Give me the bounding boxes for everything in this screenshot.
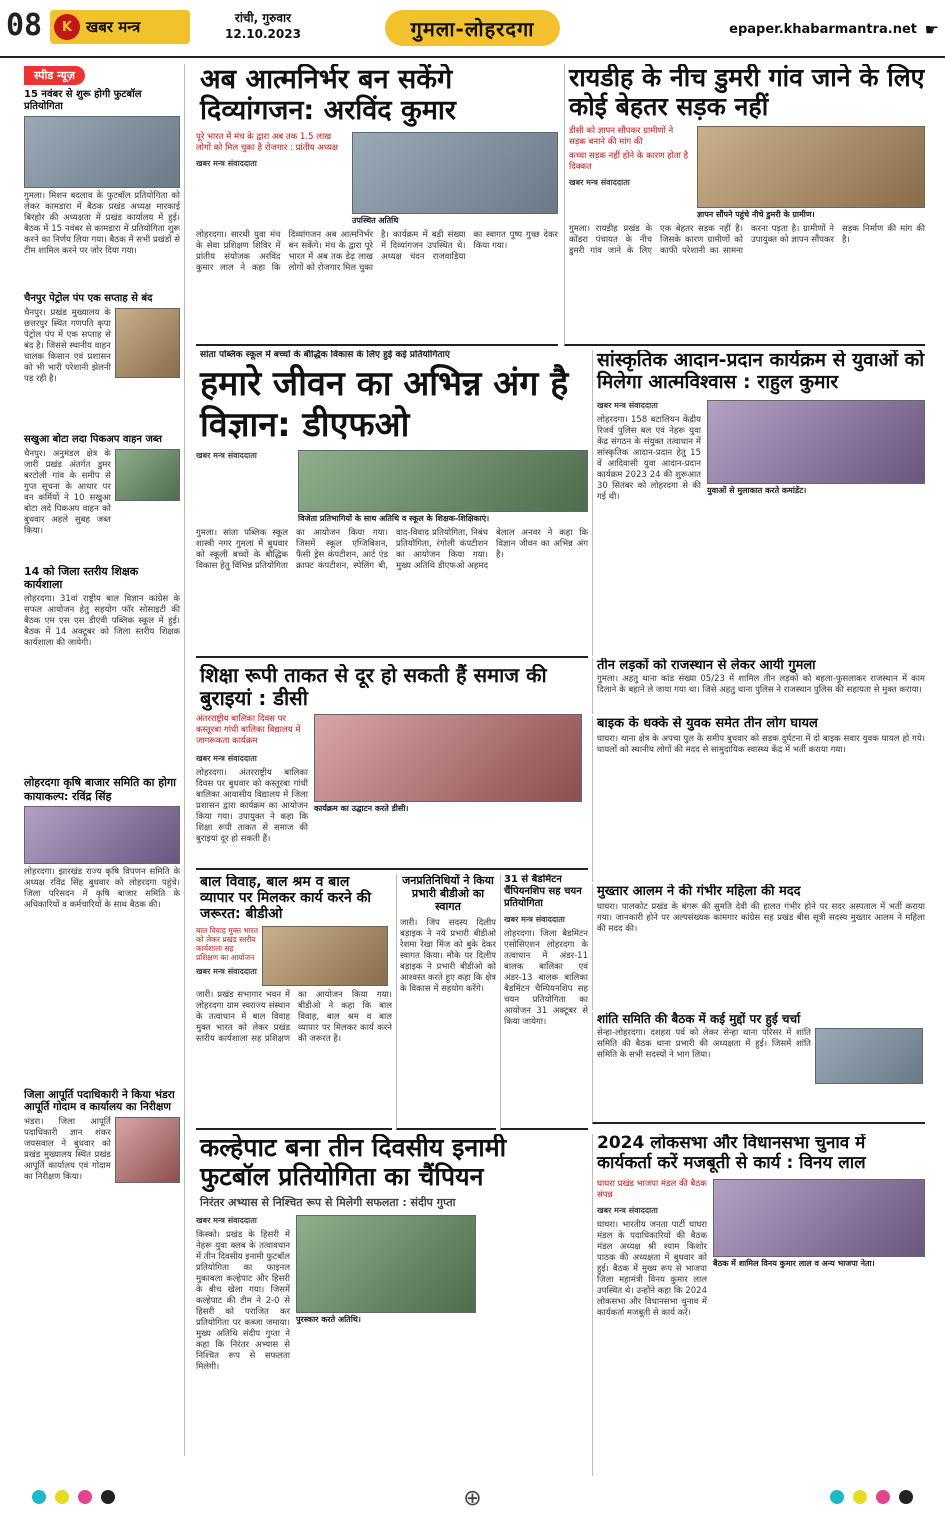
story-subhead: निरंतर अभ्यास से निश्चित रूप से मिलेगी सफलता : संदीप गुप्ता (200, 1195, 456, 1209)
photo-caption: विजेता प्रतिभागियों के साथ अतिथि व स्कूल के शिक्षक-शिक्षिकाएं। (298, 513, 490, 523)
photo-caption: उपस्थित अतिथि (352, 216, 399, 226)
brief-title: 15 नवंबर से शुरू होगी फुटबॉल प्रतियोगिता (24, 89, 142, 112)
brief-photo (115, 1117, 180, 1183)
story-divyangjan (196, 64, 558, 346)
dateline (225, 10, 301, 42)
story-body: जारी। प्रखंड सभागार भवन में लोहरदगा ग्राम स्वराज्य संस्थान के तत्वाधान में बाल विवाह मुक्त भारत को लेकर प्रखंड स्तरीय कार्यशाला सह प्रशिक्षण का आयोजन किया गया। बीडीओ ने कहा कि बाल विवाह, बाल श्रम व बाल व्यापार पर मिलकर कार्य करने की जरूरत है। (196, 990, 392, 1045)
story-photo (697, 126, 925, 208)
brief-title: 14 को जिला स्तरीय शिक्षक कार्यशाला (24, 565, 139, 592)
story-photo (815, 1028, 923, 1084)
story-bullet: डीसी को ज्ञापन सौंपकर ग्रामीणों ने सड़क बनाने की मांग की (569, 125, 674, 147)
date: 12.10.2023 (225, 27, 301, 41)
story-loksabha-election (592, 1134, 925, 1476)
story-body-continued (314, 818, 582, 870)
swatch-dot (101, 1490, 115, 1504)
photo-caption: युवाओं से मुलाकात करते कमांडेंट। (707, 485, 807, 495)
brief-body-continued (24, 392, 180, 428)
byline: खबर मन्त्र संवाददाता (569, 177, 630, 187)
story-headline: बाल विवाह, बाल श्रम व बाल व्यापार पर मिलकर कार्य करने की जरूरत: बीडीओ (200, 874, 371, 923)
story-photo (314, 714, 582, 802)
photo-caption: बैठक में शामिल विनय कुमार लाल व अन्य भाजपा नेता। (713, 1259, 875, 1269)
brief-photo (24, 806, 180, 864)
brief-photo (115, 308, 180, 378)
brief-photo (24, 116, 180, 188)
story-cultural-exchange (592, 350, 925, 656)
byline: खबर मन्त्र संवाददाता (196, 1215, 257, 1225)
story-photo (707, 400, 925, 484)
swatch-dot (899, 1490, 913, 1504)
swatch-dot (876, 1490, 890, 1504)
story-body: किस्को। प्रखंड के हिसरी में नेहरू युवा क्लब के तत्वावधान में तीन दिवसीय इनामी फुटबॉल प्रतियोगिता का फाइनल मुकाबला कल्हेपाट और हिसरी के बीच खेला गया। जिसमें कल्हेपाट की टीम ने 2-0 से हिसरी को पराजित कर प्रतियोगिता पर कब्जा जमाया। मुख्य अतिथि संदीप गुप्ता ने कहा कि निरंतर अभ्यास से निश्चित रूप से सफलता मिलेगी। (196, 1229, 291, 1372)
story-photo (296, 1215, 476, 1313)
story-body-continued (296, 1329, 476, 1399)
story-headline: हमारे जीवन का अभिन्न अंग है विज्ञान: डीएफओ (200, 364, 569, 445)
color-swatches-right (828, 1489, 915, 1508)
story-body-continued (707, 500, 925, 602)
story-body: घाघरा। थाना क्षेत्र के अपचा पुल के समीप बुधवार को सड़क दुर्घटना में दो बाइक सवार युवक घायल हो गये। घायलों को स्थानीय लोगों की मदद से सामुदायिक स्वास्थ्य केंद्र में भर्ती कराया गया। (597, 733, 925, 755)
brief-body: चैनपुर। अनुमंडल क्षेत्र के जारी प्रखंड अंतर्गत डुमर बरटोली गांव के समीप से गुप्त सूचना के आधार पर वन कर्मियों ने 10 सखुआ बोटा लदे पिकअप वाहन को बुधवार अहले सुबह जब्त किया। (24, 449, 111, 536)
page-number: 08 (6, 8, 43, 43)
story-headline: बाइक के धक्के से युवक समेत तीन लोग घायल (597, 716, 818, 731)
swatch-dot (853, 1490, 867, 1504)
story-photo (352, 132, 558, 214)
story-body-continued (713, 1273, 925, 1413)
story-bdo-welcome (396, 874, 496, 1130)
brief-photo (115, 449, 180, 501)
swatch-dot (78, 1490, 92, 1504)
story-body: लोहरदगा। जिला बैडमिंटन एसोसिएशन लोहरदगा के तत्वाधान में अंडर-11 बालक बालिका एवं अंडर-13 बालक बालिका बैडमिंटन चैम्पियनशिप सह चयन प्रतियोगिता का आयोजन 31 अक्टूबर से किया जायेगा। (504, 929, 588, 1027)
swatch-dot (32, 1490, 46, 1504)
brief-title: जिला आपूर्ति पदाधिकारी ने किया भंडरा आपूर्ति गोदाम व कार्यालय का निरीक्षण (24, 1088, 175, 1114)
story-headline: 31 से बैडमिंटन चैंपियनशिप सह चयन प्रतियोगिता (504, 874, 582, 909)
story-dumri-road (564, 64, 925, 346)
brief-title: लोहरदगा कृषि बाजार समिति का होगा कायाकल्प: रविंद्र सिंह (24, 776, 176, 803)
story-bullet: घाघरा प्रखंड भाजपा मंडल की बैठक संपन्न (597, 1179, 707, 1201)
story-photo (298, 450, 588, 512)
story-headline: जनप्रतिनिधियों ने किया प्रभारी बीडीओ का स्वागत (402, 874, 494, 914)
brief-title: चैनपुर पेट्रोल पंप एक सप्ताह से बंद (24, 293, 153, 304)
section-title: गुमला-लोहरदगा (385, 10, 560, 46)
story-photo (713, 1179, 925, 1257)
brief-body: लोहरदगा। झारखंड राज्य कृषि विपणन समिति के अध्यक्ष रविंद्र सिंह बुधवार को लोहरदगा पहुंचे। जिला परिसदन में कृषि बाजार समिति के अधिकारियों व कर्मचारियों के साथ बैठक की। (24, 866, 180, 910)
story-child-marriage (196, 874, 392, 1130)
story-bullet: बाल विवाह मुक्त भारत को लेकर प्रखंड स्तरीय कार्यशाला सह प्रशिक्षण का आयोजन (196, 926, 259, 963)
story-rajasthan-boys (592, 658, 925, 714)
story-body: गुमला। सांता पब्लिक स्कूल शास्त्री नगर गुमला में बुधवार को स्कूली बच्चों के बौद्धिक विकास हेतु विभिन्न प्रतियोगिता का आयोजन किया गया। जिसमें स्कूल एग्जिबिशन, फैंसी ड्रेस कंपटीशन, आर्ट एंड क्राफ्ट कंपटीशन, स्पेलिंग बी, वाद-विवाद प्रतियोगिता, निबंध प्रतियोगिता, रंगोली कंपटीशन का आयोजन किया गया। मुख्य अतिथि डीएफओ अहमद बेलाल अनवर ने कहा कि विज्ञान जीवन का अभिन्न अंग है। (196, 527, 588, 571)
logo-mark: K (54, 14, 80, 40)
photo-caption: कार्यक्रम का उद्घाटन करते डीसी। (314, 804, 409, 813)
brief-body-continued (24, 1185, 180, 1259)
story-education-dc (196, 664, 588, 870)
story-headline: मुख्तार आलम ने की गंभीर महिला की मदद (597, 884, 801, 899)
byline: खबर मन्त्र संवाददाता (597, 400, 658, 410)
masthead (0, 0, 945, 58)
story-football-champion (196, 1134, 588, 1476)
story-headline: तीन लड़कों को राजस्थान से लेकर आयी गुमला (597, 658, 816, 673)
speed-news-tag: स्पीड न्यूज़ (24, 66, 85, 85)
pointing-hand-icon: ☛ (924, 20, 939, 39)
story-bullet: कच्चा सड़क नहीं होने के कारण होता है दिक्कत (569, 150, 689, 172)
logo-text: खबर मन्त्र (86, 18, 141, 36)
story-body: सेन्हा-लोहरदगा। दशहरा पर्व को लेकर सेन्हा थाना परिसर में शांति समिति की बैठक थाना प्रभारी की अध्यक्षता में हुई। जिसमें शांति समिति के सभी सदस्यों ने भाग लिया। (597, 1028, 811, 1061)
color-swatches-left (30, 1489, 117, 1508)
byline: खबर मन्त्र संवाददाता (196, 159, 257, 169)
brief-body: भंडरा। जिला आपूर्ति पदाधिकारी ज्ञान शंकर जयसवाल ने बुधवार को प्रखंड मुख्यालय स्थित प्रखंड आपूर्ति कार्यालय एवं गोदाम का निरीक्षण किया। (24, 1116, 111, 1182)
story-headline: 2024 लोकसभा और विधानसभा चुनाव में कार्यकर्ता करें मजबूती से कार्य : विनय लाल (597, 1134, 866, 1173)
brief-body: गुमला। मिशन बदलाव के फुटबॉल प्रतियोगिता को लेकर कामडारा में बैठक प्रखंड अध्यक्ष मारकाई बिरहोर की अध्यक्षता में प्रखंड कार्यालय में हुई। बैठक में 15 नवंबर से कामडारा में प्रतियोगिता शुरू करने का निर्णय लिया गया। बैठक में सभी प्रखंडों से टीम शामिल करने पर जोर दिया गया। (24, 191, 180, 256)
story-headline: कल्हेपाट बना तीन दिवसीय इनामी फुटबॉल प्रतियोगिता का चैंपियन (200, 1134, 507, 1191)
story-headline: रायडीह के नीच डुमरी गांव जाने के लिए कोई बेहतर सड़क नहीं (569, 64, 925, 121)
story-headline: सांस्कृतिक आदान-प्रदान कार्यक्रम से युवाओं को मिलेगा आत्मविश्वास : राहुल कुमार (597, 350, 925, 393)
story-peace-committee (592, 1012, 925, 1124)
photo-caption: ज्ञापन सौंपने पहुंचे नीचे डुमरी के ग्रामीण। (697, 209, 815, 219)
byline: खबर मन्त्र संवाददाता (597, 1206, 658, 1216)
story-photo (262, 926, 388, 986)
website-link[interactable]: epaper.khabarmantra.net (729, 22, 917, 37)
story-body: लोहरदगा। 158 बटालियन केंद्रीय रिजर्व पुलिस बल एवं नेहरू युवा केंद्र संगठन के संयुक्त तत्वाधान में सांस्कृतिक आदान-प्रदान हेतु 15 वें आदिवासी युवा आदान-प्रदान कार्यक्रम 2023 24 की शुरूआत 30 सितंबर को लोहरदगा से की गई थी। (597, 414, 701, 502)
story-kicker: सांता पब्लिक स्कूल में बच्चों के बौद्धिक विकास के लिए हुई कई प्रतियोगिताएं (200, 350, 450, 360)
story-bullet: अंतरराष्ट्रीय बालिका दिवस पर कस्तूरबा गांधी बालिका विद्यालय में जागरूकता कार्यक्रम (196, 714, 301, 746)
story-body: जारी। जिप सदस्य दिलीप बड़ाइक ने नये प्रभारी बीडीओ रेशमा रेखा मिंज को बुके देकर स्वागत किया। मौके पर दिलीप बड़ाइक ने प्रभारी बीडीओ को आश्वस्त करते हुए कहा कि क्षेत्र के विकास में सहयोग करेंगे। (400, 917, 496, 994)
story-science-dfo (196, 350, 588, 658)
swatch-dot (55, 1490, 69, 1504)
story-body: लोहरदगा। सारथी युवा मंच के सेवा प्रशिक्षण शिविर में प्रांतीय संयोजक अरविंद कुमार लाल ने कहा कि दिव्यांगजन अब आत्मनिर्भर बन सकेंगे। मंच के द्वारा पूरे भारत में अब तक डेढ़ लाख लोगों को रोजगार मिल चुका है। कार्यक्रम में बड़ी संख्या में दिव्यांगजन उपस्थित थे। अध्यक्ष चंदन राजवाड़िया का स्वागत पुष्प गुच्छ देकर किया गया। (196, 230, 558, 274)
story-headline: अब आत्मनिर्भर बन सकेंगे दिव्यांगजन: अरविंद कुमार (200, 64, 456, 127)
story-headline: शांति समिति की बैठक में कई मुद्दों पर हुई चर्चा (597, 1012, 801, 1026)
byline: खबर मन्त्र संवाददाता (196, 754, 257, 763)
photo-caption: पुरस्कार करते अतिथि। (296, 1314, 361, 1324)
byline: खबर मन्त्र संवाददाता (196, 450, 257, 460)
story-bullet: पूरे भारत में मंच के द्वारा अब तक 1.5 लाख लोगों को मिल चुका है रोजगार : प्रांतीय अध्यक्ष (196, 132, 339, 154)
print-registration-footer (0, 1480, 945, 1517)
story-bike-accident (592, 716, 925, 882)
byline: खबर मन्त्र संवाददाता (196, 967, 257, 977)
story-mukhtar-alam (592, 884, 925, 1010)
story-body: गुमला। रायडीह प्रखंड के कोंडरा पंचायत के नीच डुमरी गांव जाने के लिए एक बेहतर सड़क नहीं है। जिसके कारण ग्रामीणों को काफी परेशानी का सामना करना पड़ता है। ग्रामीणों ने उपायुक्त को ज्ञापन सौंपकर सड़क निर्माण की मांग की है। (569, 223, 925, 256)
story-body: घाघरा। पालकोट प्रखंड के बंगरू की सुमति देवी की हालत गंभीर होने पर सदर अस्पताल में भर्ती कराया गया। जानकारी होने पर अल्पसंख्यक कामगार कांग्रेस सह प्रखंड बीस सूत्री सदस्य मुख्तार आलम ने महिला की मदद की। (597, 901, 925, 934)
story-body: गुमला। अहतु थाना कांड संख्या 05/23 में शामिल तीन लड़कों को बहला-फुसलाकर राजस्थान में काम दिलाने के बहाने ले जाया गया था। जिसे अहतु थाना पुलिस ने राजस्थान पुलिस की सहायता से मुक्त कराया। (597, 673, 925, 695)
byline: खबर मन्त्र संवाददाता (504, 915, 565, 924)
story-badminton (500, 874, 588, 1130)
brief-title: सखुआ बोटा लदा पिकअप वाहन जब्त (24, 434, 162, 445)
brief-body: लोहरदगा। 31वां राष्ट्रीय बाल विज्ञान कांग्रेस के सफल आयोजन हेतु सहयोग फॉर सोसाइटी की बैठक एम एस एस डीएवी पब्लिक स्कूल में हुई। बैठक में 14 अक्टूबर को जिला स्तरीय शिक्षक कार्यशाला की जायेगी। (24, 594, 180, 649)
story-body: घाघरा। भारतीय जनता पार्टी घाघरा मंडल के पदाधिकारियों की बैठक मंडल अध्यक्ष श्री श्याम किशोर पाठक की अध्यक्षता में बुधवार को हुई। बैठक में मुख्य रूप से भाजपा जिला महामंत्री विनय कुमार लाल उपस्थित थे। उन्होंने कहा कि 2024 लोकसभा और विधानसभा चुनाव में कार्यकर्ता मजबूती से कार्य करें। (597, 1220, 707, 1319)
registration-mark-icon: ⊕ (463, 1486, 482, 1511)
logo (50, 10, 190, 44)
story-headline: शिक्षा रूपी ताकत से दूर हो सकती हैं समाज की बुराइयां : डीसी (200, 664, 547, 710)
brief-body: चैनपुर। प्रखंड मुख्यालय के छत्तरपुर स्थित गणपति कृपा पेट्रोल पंप में एक सप्ताह से बंद है। जिससे स्थानीय वाहन चालक किसान एवं प्रशासन को भी भारी परेशानी झेलनी पड़ रही है। (24, 308, 111, 384)
swatch-dot (830, 1490, 844, 1504)
story-body: लोहरदगा। अंतरराष्ट्रीय बालिका दिवस पर बुधवार को कस्तूरबा गांधी बालिका आवासीय विद्यालय में जिला प्रशासन द्वारा कार्यक्रम का आयोजन किया गया। उपायुक्त ने कहा कि शिक्षा रूपी ताकत से समाज की बुराइयां दूर हो सकती हैं। (196, 768, 308, 844)
left-column (20, 64, 185, 1456)
place-day: रांची, गुरुवार (234, 11, 292, 25)
story-body-continued (482, 1215, 586, 1395)
